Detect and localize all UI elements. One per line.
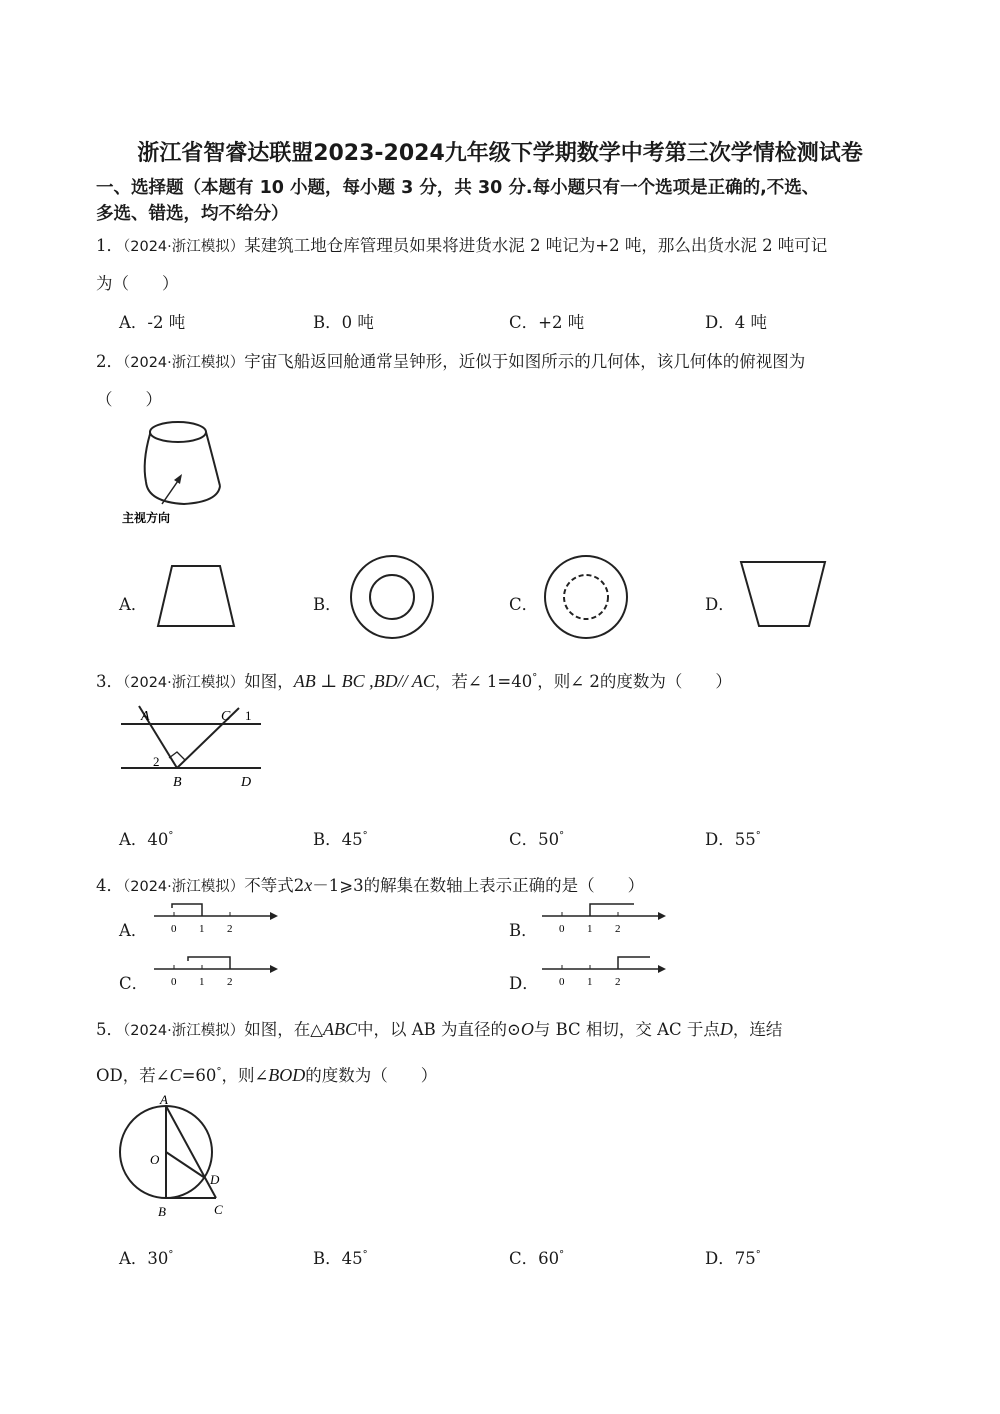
degree-sign: ° bbox=[168, 1249, 174, 1261]
q2-option-d-inverted-trapezoid bbox=[735, 558, 831, 632]
degree-sign: ° bbox=[559, 1249, 565, 1261]
tick-label-1: 1 bbox=[199, 976, 205, 988]
question-1 bbox=[96, 232, 827, 256]
question-text: 某建筑工地仓库管理员如果将进货水泥 2 吨记为+2 吨，那么出货水泥 2 吨可记 bbox=[244, 236, 828, 255]
q2-option-b-concentric-circles bbox=[348, 553, 438, 643]
question-text: 宇宙飞船返回舱通常呈钟形，近似于如图所示的几何体，该几何体的俯视图为 bbox=[244, 352, 806, 371]
question-text: －1⩾3的解集在数轴上表示正确的是（ ） bbox=[312, 876, 645, 895]
q4-number-line-c bbox=[150, 953, 282, 989]
option-text: A．30 bbox=[119, 1249, 169, 1268]
question-4 bbox=[96, 872, 644, 896]
math-variable: D bbox=[719, 1019, 733, 1039]
label-A: A bbox=[160, 1092, 168, 1107]
label-D: D bbox=[210, 1172, 220, 1187]
question-number: 1． bbox=[96, 236, 123, 255]
option-text: B．45 bbox=[313, 1249, 363, 1268]
q4-number-line-d bbox=[538, 953, 670, 989]
tick-label-0: 0 bbox=[171, 923, 177, 935]
label-A: A bbox=[141, 709, 150, 724]
tick-label-2: 2 bbox=[227, 923, 233, 935]
question-text: ，则∠ 2的度数为（ ） bbox=[537, 672, 732, 691]
degree-sign: ° bbox=[362, 1249, 368, 1261]
tick-label-2: 2 bbox=[615, 923, 621, 935]
q3-option-a[interactable] bbox=[119, 826, 173, 850]
label-angle-2: 2 bbox=[153, 754, 160, 769]
question-number: 5． bbox=[96, 1020, 123, 1039]
question-tag: （2024·浙江模拟） bbox=[123, 239, 245, 255]
q1-option-d[interactable]: D．4 吨 bbox=[705, 313, 767, 332]
circle-triangle-figure bbox=[112, 1092, 238, 1224]
degree-sign: ° bbox=[559, 830, 565, 842]
option-text: D．55 bbox=[705, 830, 756, 849]
question-tag: （2024·浙江模拟） bbox=[123, 355, 245, 371]
q4-number-line-a bbox=[150, 900, 282, 936]
q3-option-b[interactable] bbox=[313, 826, 368, 850]
question-tag: （2024·浙江模拟） bbox=[123, 1023, 245, 1039]
question-text: ，若∠ 1=40 bbox=[434, 672, 533, 691]
math-variable: C bbox=[169, 1065, 182, 1085]
question-tag: （2024·浙江模拟） bbox=[123, 675, 245, 691]
q5-option-a[interactable] bbox=[119, 1245, 173, 1269]
option-text: A．40 bbox=[119, 830, 169, 849]
tick-label-1: 1 bbox=[587, 976, 593, 988]
label-B: B bbox=[158, 1204, 166, 1219]
question-text: 如图， bbox=[244, 672, 294, 691]
q5-option-d[interactable] bbox=[705, 1245, 761, 1269]
question-2 bbox=[96, 348, 805, 372]
view-direction-label: 主视方向 bbox=[122, 511, 171, 525]
tick-label-0: 0 bbox=[171, 976, 177, 988]
q1-option-b[interactable]: B．0 吨 bbox=[313, 313, 374, 332]
question-5-line2 bbox=[96, 1062, 437, 1086]
tick-label-2: 2 bbox=[227, 976, 233, 988]
question-number: 2． bbox=[96, 352, 123, 371]
label-angle-1: 1 bbox=[245, 708, 252, 723]
label-C: C bbox=[214, 1202, 223, 1217]
q4-number-line-b bbox=[538, 900, 670, 936]
math-variable: BOD bbox=[268, 1065, 306, 1085]
question-3 bbox=[96, 668, 732, 692]
math-variable: x bbox=[304, 875, 313, 895]
math-expression: AB ⊥ BC ,BD// AC bbox=[293, 671, 435, 691]
question-text: ，则∠ bbox=[221, 1066, 269, 1085]
q4-option-b[interactable]: B． bbox=[509, 921, 538, 940]
question-tag: （2024·浙江模拟） bbox=[123, 879, 245, 895]
math-variable: ABC bbox=[322, 1019, 357, 1039]
q2-option-c[interactable]: C． bbox=[509, 595, 539, 614]
question-2-line2: （ ） bbox=[96, 390, 162, 409]
section-header-line1: 一、选择题（本题有 10 小题，每小题 3 分，共 30 分.每小题只有一个选项是正确的,不选、 bbox=[96, 178, 820, 198]
q2-option-b[interactable]: B． bbox=[313, 595, 342, 614]
tick-label-1: 1 bbox=[587, 923, 593, 935]
option-text: D．75 bbox=[705, 1249, 756, 1268]
degree-sign: ° bbox=[532, 672, 538, 684]
label-C: C bbox=[221, 709, 231, 724]
q5-option-c[interactable] bbox=[509, 1245, 564, 1269]
tick-label-0: 0 bbox=[559, 976, 565, 988]
degree-sign: ° bbox=[362, 830, 368, 842]
question-number: 3． bbox=[96, 672, 123, 691]
tick-label-2: 2 bbox=[615, 976, 621, 988]
question-text: =60 bbox=[181, 1066, 217, 1085]
degree-sign: ° bbox=[216, 1066, 222, 1078]
q4-option-d[interactable]: D． bbox=[509, 974, 539, 993]
degree-sign: ° bbox=[755, 1249, 761, 1261]
question-text: 不等式2 bbox=[244, 876, 305, 895]
question-number: 4． bbox=[96, 876, 123, 895]
question-text: ，连结 bbox=[732, 1020, 783, 1039]
tick-label-0: 0 bbox=[559, 923, 565, 935]
question-5 bbox=[96, 1016, 782, 1040]
label-B: B bbox=[173, 775, 182, 790]
option-text: C．60 bbox=[509, 1249, 560, 1268]
question-text: 与 BC 相切，交 AC 于点 bbox=[533, 1020, 720, 1039]
q2-option-d[interactable]: D． bbox=[705, 595, 735, 614]
q1-option-c[interactable]: C．+2 吨 bbox=[509, 313, 585, 332]
tick-label-1: 1 bbox=[199, 923, 205, 935]
q5-option-b[interactable] bbox=[313, 1245, 368, 1269]
question-text: 的度数为（ ） bbox=[305, 1066, 438, 1085]
q3-option-c[interactable] bbox=[509, 826, 564, 850]
q2-option-a-trapezoid bbox=[150, 562, 242, 632]
label-D: D bbox=[241, 775, 252, 790]
degree-sign: ° bbox=[168, 830, 174, 842]
page-title: 浙江省智睿达联盟2023-2024九年级下学期数学中考第三次学情检测试卷 bbox=[137, 141, 863, 166]
label-O: O bbox=[150, 1152, 160, 1167]
q2-option-a[interactable]: A． bbox=[119, 595, 148, 614]
option-text: C．50 bbox=[509, 830, 560, 849]
degree-sign: ° bbox=[755, 830, 761, 842]
section-header-line2: 多选、错选，均不给分） bbox=[96, 204, 289, 224]
option-text: B．45 bbox=[313, 830, 363, 849]
parallel-lines-figure bbox=[115, 702, 275, 794]
question-text: 中，以 AB 为直径的⊙ bbox=[356, 1020, 521, 1039]
q2-option-c-dashed-circles bbox=[542, 553, 632, 643]
q1-option-a[interactable]: A．-2 吨 bbox=[119, 313, 186, 332]
q4-option-a[interactable]: A． bbox=[119, 921, 148, 940]
frustum-figure bbox=[110, 412, 250, 532]
question-text: 如图，在△ bbox=[244, 1020, 323, 1039]
math-variable: O bbox=[520, 1019, 534, 1039]
question-text: OD，若∠ bbox=[96, 1066, 170, 1085]
q3-option-d[interactable] bbox=[705, 826, 761, 850]
question-1-line2: 为（ ） bbox=[96, 274, 179, 293]
q4-option-c[interactable]: C． bbox=[119, 974, 149, 993]
